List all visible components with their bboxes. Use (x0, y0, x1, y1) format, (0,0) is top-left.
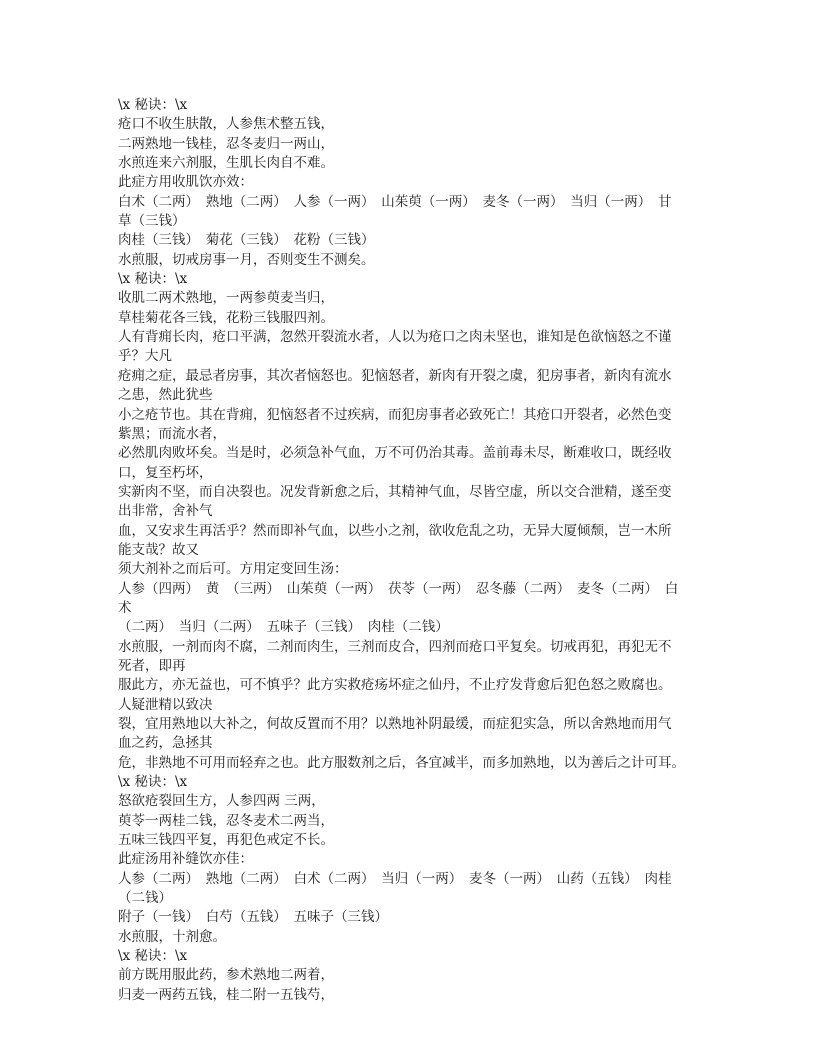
paragraph-line: 之患，然此犹些 (118, 387, 213, 404)
instruction-line: 水煎服，十剂愈。 (118, 928, 226, 945)
ingredient-line: 术 (118, 599, 132, 616)
paragraph-line: 血之药，急拯其 (118, 735, 213, 752)
verse-line: 前方既用服此药，参术熟地二两着， (118, 967, 334, 984)
paragraph-line: 必然肌肉败坏矣。当是时，必须急补气血，万不可仍治其毒。盖前毒未尽，断难收口，既经收 (118, 445, 672, 462)
ingredient-line: （二钱） (118, 890, 172, 907)
paragraph-line: 人疑泄精以致决 (118, 696, 213, 713)
paragraph-line: 危，非熟地不可用而轻弃之也。此方服数剂之后，各宜减半，而多加熟地，以为善后之计可耳。 (118, 754, 685, 771)
verse-line: 五味三钱四平复，再犯色戒定不长。 (118, 832, 334, 849)
ingredient-line: 白术（二两） 熟地（二两） 人参（一两） 山茱萸（一两） 麦冬（一两） 当归（一两） 甘 (118, 193, 672, 210)
paragraph-line: 能支哉？故又 (118, 541, 199, 558)
paragraph-line: 口，复至朽坏， (118, 464, 213, 481)
verse-line: 二两熟地一钱桂，忍冬麦归一两山， (118, 135, 334, 152)
verse-line: 疮口不收生肤散，人参焦术整五钱， (118, 116, 334, 133)
paragraph-line: 疮痈之症，最忌者房事，其次者恼怒也。犯恼怒者，新肉有开裂之虞，犯房事者，新肉有流水 (118, 367, 672, 384)
instruction-line: 水煎服，切戒房事一月，否则变生不测矣。 (118, 251, 375, 268)
mijue-heading-2: \x 秘诀：\x (118, 271, 188, 288)
prescription-intro: 此症方用收肌饮亦效： (118, 174, 253, 191)
prescription-intro: 此症汤用补缝饮亦佳： (118, 851, 253, 868)
verse-line: 归麦一两药五钱，桂二附一五钱芍， (118, 986, 334, 1003)
ingredient-line: 人参（四两） 黄 （三两） 山茱萸（一两） 茯苓（一两） 忍冬藤（二两） 麦冬（二两） 白 (118, 580, 679, 597)
mijue-heading-4: \x 秘诀：\x (118, 948, 188, 965)
mijue-heading-3: \x 秘诀：\x (118, 774, 188, 791)
paragraph-line: 人有背痈长肉，疮口平满，忽然开裂流水者，人以为疮口之肉未坚也，谁知是色欲恼怒之不谨 (118, 329, 672, 346)
ingredient-line: 肉桂（三钱） 菊花（三钱） 花粉（三钱） (118, 232, 375, 249)
paragraph-line: 实新肉不坚，而自决裂也。况发背新愈之后，其精神气血，尽皆空虚，所以交合泄精，遂至变 (118, 483, 672, 500)
verse-line: 水煎连来六剂服，生肌长肉自不难。 (118, 155, 334, 172)
paragraph-line: 出非常，舍补气 (118, 503, 213, 520)
verse-line: 收肌二两术熟地，一两参萸麦当归， (118, 290, 334, 307)
instruction-line: 水煎服，一剂而肉不腐，二剂而肉生，三剂而皮合，四剂而疮口平复矣。切戒再犯，再犯无不 (118, 638, 672, 655)
paragraph-line: 小之疮节也。其在背痈，犯恼怒者不过疾病，而犯房事者必致死亡！其疮口开裂者，必然色变 (118, 406, 672, 423)
ingredient-line: 附子（一钱） 白芍（五钱） 五味子（三钱） (118, 909, 388, 926)
paragraph-line: 裂，宜用熟地以大补之，何故反置而不用？以熟地补阴最缓，而症犯实急，所以舍熟地而用气 (118, 716, 672, 732)
verse-line: 萸苓一两桂二钱，忍冬麦术二两当， (118, 812, 334, 829)
document-page (118, 96, 702, 1005)
instruction-line: 死者，即再 (118, 657, 186, 674)
ingredient-line: 草（三钱） (118, 213, 186, 230)
mijue-heading-1: \x 秘诀：\x (118, 97, 188, 113)
ingredient-line: （二两） 当归（二两） 五味子（三钱） 肉桂（二钱） (118, 619, 449, 636)
ingredient-line: 人参（二两） 熟地（二两） 白术（二两） 当归（一两） 麦冬（一两） 山药（五钱） 肉桂 (118, 870, 672, 887)
verse-line: 草桂菊花各三钱，花粉三钱服四剂。 (118, 309, 334, 326)
paragraph-line: 服此方，亦无益也，可不慎乎？此方实救疮疡坏症之仙丹，不止疗发背愈后犯色怒之败腐也。 (118, 677, 672, 694)
prescription-intro: 须大剂补之而后可。方用定变回生汤： (118, 561, 348, 578)
paragraph-line: 乎？大凡 (118, 348, 172, 365)
paragraph-line: 血，又安求生再活乎？然而即补气血，以些小之剂，欲收危乱之功，无异大厦倾颓，岂一木所 (118, 522, 672, 539)
verse-line: 怒欲疮裂回生方，人参四两 三两， (118, 793, 325, 810)
paragraph-line: 紫黑；而流水者， (118, 425, 226, 442)
